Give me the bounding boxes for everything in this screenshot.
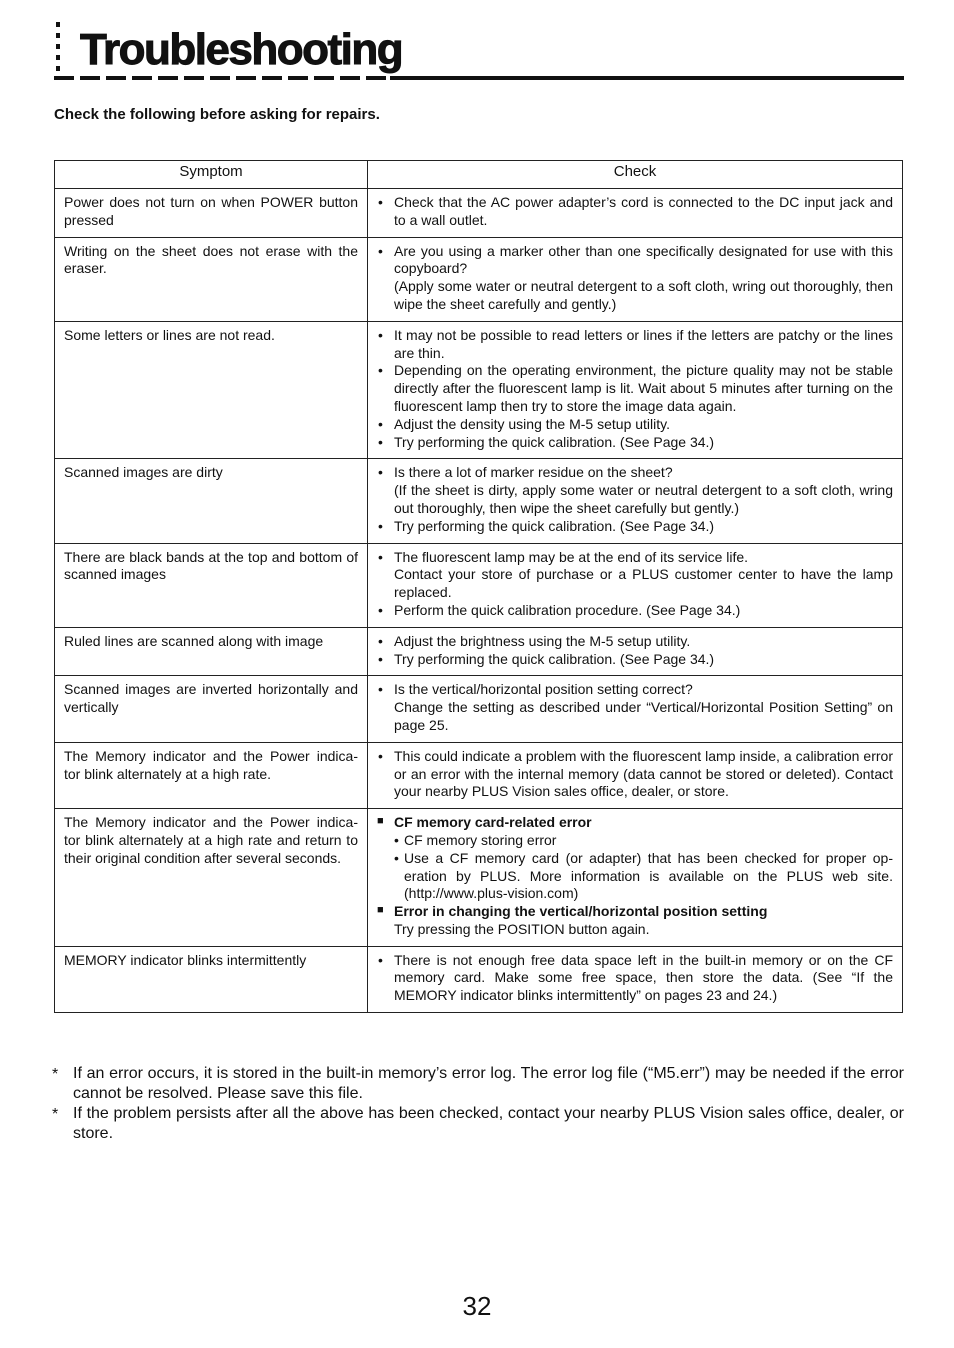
symptom-cell: The Memory indicator and the Power indica- tor blink alternately at a high rate. bbox=[55, 742, 368, 808]
check-list bbox=[377, 549, 893, 620]
page-title: Troubleshooting bbox=[80, 25, 403, 74]
check-item bbox=[377, 633, 893, 651]
symptom-cell: Ruled lines are scanned along with image bbox=[55, 627, 368, 676]
check-list bbox=[377, 952, 893, 1005]
footnote-mark: * bbox=[52, 1066, 59, 1083]
intro-text: Check the following before asking for repairs. bbox=[54, 106, 380, 123]
footnotes bbox=[52, 1064, 904, 1144]
table-row bbox=[55, 742, 903, 808]
check-line: • There is not enough free data space left in the built-in memory or on the CF memory card. Make some free space, then store the data. (See “If the MEMORY indicator blinks intermittently” on pages 23 and 24.) bbox=[394, 951, 893, 1004]
check-line: Change the setting as described under “Vertical/Horizontal Position Setting” on page 25. bbox=[394, 699, 893, 733]
cf-error-item: • CF memory storing error bbox=[377, 832, 893, 850]
check-line: Contact your store of purchase or a PLUS customer center to have the lamp replaced. bbox=[394, 566, 893, 601]
check-cell bbox=[368, 237, 903, 321]
check-line: • This could indicate a problem with the fluorescent lamp inside, a calibration error or an error with the internal memory (data cannot be stored or deleted). Contact your nearby PLUS Vision sales office, dealer, or store. bbox=[394, 747, 893, 800]
table-row bbox=[55, 189, 903, 238]
cf-error-item: • Use a CF memory card (or adapter) that has been checked for proper op- eration by PLUS. More information is available on the PLUS web site. (http://www.plus-vision.com) bbox=[377, 850, 893, 903]
check-line: • The fluorescent lamp may be at the end of its service life. bbox=[394, 548, 749, 565]
page-number: 32 bbox=[462, 1291, 492, 1321]
check-item bbox=[377, 434, 893, 452]
footnote bbox=[52, 1064, 904, 1104]
check-list bbox=[377, 681, 893, 734]
check-item bbox=[377, 464, 893, 517]
check-item bbox=[377, 748, 893, 801]
footnote-mark: * bbox=[52, 1106, 59, 1123]
check-item bbox=[377, 651, 893, 669]
check-list bbox=[377, 464, 893, 535]
check-line: • Are you using a marker other than one specifically designated for use with this copyboard? bbox=[394, 242, 893, 277]
check-line: • Adjust the density using the M-5 setup utility. bbox=[394, 415, 670, 432]
check-cell bbox=[368, 946, 903, 1012]
table-row bbox=[55, 459, 903, 543]
check-item bbox=[377, 549, 893, 602]
check-item bbox=[377, 362, 893, 415]
check-cell bbox=[368, 676, 903, 742]
check-cell bbox=[368, 742, 903, 808]
table-row bbox=[55, 627, 903, 676]
check-line: • Depending on the operating environment, the picture quality may not be stable directly after the fluorescent lamp is lit. Wait about 5 minutes after turning on the fluorescent lamp then try to store the image data again. bbox=[394, 362, 893, 414]
check-item bbox=[377, 602, 893, 620]
symptom-column-header: Symptom bbox=[55, 161, 368, 189]
check-item bbox=[377, 243, 893, 314]
check-cell bbox=[368, 189, 903, 238]
dotted-vertical-rule bbox=[56, 22, 60, 78]
check-list bbox=[377, 194, 893, 230]
check-item bbox=[377, 327, 893, 363]
table-row bbox=[55, 321, 903, 459]
check-list bbox=[377, 327, 893, 452]
symptom-cell: MEMORY indicator blinks intermittently bbox=[55, 946, 368, 1012]
footnote-text: If the problem persists after all the above has been checked, contact your nearby PLUS Vision sales office, dealer, or store. bbox=[73, 1105, 904, 1142]
symptom-cell: Some letters or lines are not read. bbox=[55, 321, 368, 459]
check-line: (Apply some water or neutral detergent to a soft cloth, wring out thoroughly, then wipe the sheet carefully and gently.) bbox=[394, 278, 893, 312]
troubleshooting-table bbox=[54, 160, 903, 1013]
check-line: • Is the vertical/horizontal position setting correct? bbox=[394, 681, 693, 698]
check-line: • Adjust the brightness using the M-5 setup utility. bbox=[394, 632, 691, 649]
table-header-row bbox=[55, 161, 903, 189]
table-row bbox=[55, 237, 903, 321]
footnote-text: If an error occurs, it is stored in the built-in memory’s error log. The error log file (“M5.err”) may be needed if the error cannot be resolved. Please save this file. bbox=[73, 1065, 904, 1102]
check-line: • Perform the quick calibration procedure. (See Page 34.) bbox=[394, 601, 741, 618]
table-row bbox=[55, 543, 903, 627]
position-error-text: Try pressing the POSITION button again. bbox=[394, 920, 650, 937]
title-block bbox=[54, 20, 904, 82]
check-line: (If the sheet is dirty, apply some water or neutral detergent to a soft cloth, wring out thoroughly, then wipe the sheet carefully but gently.) bbox=[394, 482, 893, 516]
table-row bbox=[55, 946, 903, 1012]
check-line: • Check that the AC power adapter’s cord is connected to the DC input jack and to a wall outlet. bbox=[394, 194, 893, 228]
table-row bbox=[55, 676, 903, 742]
symptom-cell: Power does not turn on when POWER button pressed bbox=[55, 189, 368, 238]
symptom-cell: Scanned images are inverted horizontally and vertically bbox=[55, 676, 368, 742]
cf-error-heading: ■ CF memory card-related error bbox=[377, 814, 893, 832]
check-column-header: Check bbox=[368, 161, 903, 189]
check-item bbox=[377, 194, 893, 230]
footnote bbox=[52, 1104, 904, 1144]
dashed-underline-rule bbox=[54, 76, 390, 80]
check-line: • Try performing the quick calibration. (See Page 34.) bbox=[394, 650, 715, 667]
check-line: • It may not be possible to read letters or lines if the letters are patchy or the lines are thin. bbox=[394, 326, 893, 361]
symptom-cell: Writing on the sheet does not erase with the eraser. bbox=[55, 237, 368, 321]
table-body bbox=[55, 189, 903, 1013]
solid-underline-rule bbox=[390, 76, 904, 80]
symptom-cell: Scanned images are dirty bbox=[55, 459, 368, 543]
check-cell bbox=[368, 321, 903, 459]
check-item bbox=[377, 681, 893, 734]
check-line: • Try performing the quick calibration. (See Page 34.) bbox=[394, 433, 715, 450]
symptom-cell: The Memory indicator and the Power indica- tor blink alternately at a high rate and return to their original condition after several seconds. bbox=[55, 809, 368, 947]
check-cell bbox=[368, 543, 903, 627]
check-cell bbox=[368, 459, 903, 543]
check-list bbox=[377, 633, 893, 669]
check-cell bbox=[368, 627, 903, 676]
check-item bbox=[377, 952, 893, 1005]
symptom-cell: There are black bands at the top and bottom of scanned images bbox=[55, 543, 368, 627]
check-line: • Try performing the quick calibration. (See Page 34.) bbox=[394, 517, 715, 534]
table-row bbox=[55, 809, 903, 947]
check-item bbox=[377, 518, 893, 536]
check-list bbox=[377, 243, 893, 314]
check-list bbox=[377, 748, 893, 801]
check-cell bbox=[368, 809, 903, 947]
position-error-heading: ■ Error in changing the vertical/horizontal position setting bbox=[377, 903, 893, 921]
check-line: • Is there a lot of marker residue on the sheet? bbox=[394, 464, 673, 481]
check-item bbox=[377, 416, 893, 434]
